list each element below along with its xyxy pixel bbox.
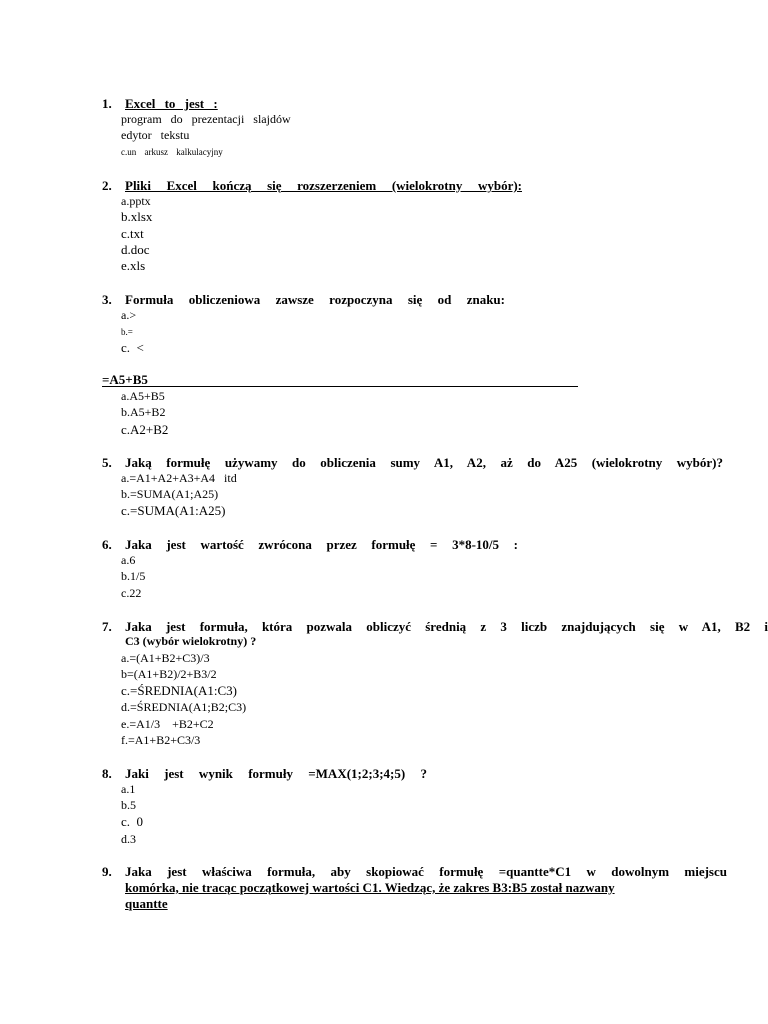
question-text: =A5+B5 xyxy=(102,373,578,387)
option: program do prezentacji slajdów xyxy=(121,112,291,126)
option: b.=SUMA(A1;A25) xyxy=(121,487,219,501)
option: a.=A1+A2+A3+A4 itd xyxy=(121,471,237,485)
option: a.6 xyxy=(121,553,136,567)
question-number: 2. xyxy=(102,178,112,193)
question-text: Jaki jest wynik formuły =MAX(1;2;3;4;5) ? xyxy=(125,766,427,781)
question-number: 6. xyxy=(102,537,112,552)
question-number: 1. xyxy=(102,96,112,111)
option: d.=ŚREDNIA(A1;B2;C3) xyxy=(121,700,247,714)
option: a.A5+B5 xyxy=(121,389,165,403)
option: c.22 xyxy=(121,586,142,600)
option: c.=SUMA(A1:A25) xyxy=(121,503,226,518)
option: b.= xyxy=(121,327,133,337)
option: e.xls xyxy=(121,258,146,273)
question-number: 3. xyxy=(102,292,112,307)
option: a.1 xyxy=(121,782,136,796)
option: c. < xyxy=(121,340,144,355)
option: d.3 xyxy=(121,832,136,846)
option: c.A2+B2 xyxy=(121,422,169,437)
option: b.5 xyxy=(121,798,136,812)
question-text: Jaka jest wartość zwrócona przez formułę = 3*8-10/5 : xyxy=(125,537,518,552)
question-text: Pliki Excel kończą się rozszerzeniem (wielokrotny wybór): xyxy=(125,178,522,193)
question-text: Excel to jest : xyxy=(125,96,218,111)
option: c. 0 xyxy=(121,814,144,829)
option: a.> xyxy=(121,308,137,322)
option: a.=(A1+B2+C3)/3 xyxy=(121,651,210,665)
question-text-line-2: C3 (wybór wielokrotny) ? xyxy=(125,634,257,648)
option: c.=ŚREDNIA(A1:C3) xyxy=(121,683,238,698)
option: d.doc xyxy=(121,242,150,257)
question-text-line-1: Jaka jest formuła, która pozwala obliczyć średnią z 3 liczb znajdujących się w A1, B2 i xyxy=(125,619,768,634)
question-text-line-1: Jaka jest właściwa formuła, aby skopiować formułę =quantte*C1 w dowolnym miejscu xyxy=(125,864,727,879)
question-number: 8. xyxy=(102,766,112,781)
question-text-line-2: komórka, nie tracąc początkowej wartości C1. Wiedząc, że zakres B3:B5 został nazwany xyxy=(125,880,615,895)
option: b.xlsx xyxy=(121,209,153,224)
question-text-line-3: quantte xyxy=(125,896,168,911)
question-number: 7. xyxy=(102,619,112,634)
option: f.=A1+B2+C3/3 xyxy=(121,733,201,747)
option: b.1/5 xyxy=(121,569,146,583)
question-text: Jaką formułę używamy do obliczenia sumy A1, A2, aż do A25 (wielokrotny wybór)? xyxy=(125,455,723,470)
option: c.un arkusz kalkulacyjny xyxy=(121,147,223,157)
option: b=(A1+B2)/2+B3/2 xyxy=(121,667,217,681)
option: b.A5+B2 xyxy=(121,405,166,419)
option: c.txt xyxy=(121,226,144,241)
question-number: 9. xyxy=(102,864,112,879)
option: edytor tekstu xyxy=(121,128,190,142)
question-text: Formuła obliczeniowa zawsze rozpoczyna się od znaku: xyxy=(125,292,505,307)
option: a.pptx xyxy=(121,194,151,208)
question-number: 5. xyxy=(102,455,112,470)
option: e.=A1/3 +B2+C2 xyxy=(121,717,214,731)
